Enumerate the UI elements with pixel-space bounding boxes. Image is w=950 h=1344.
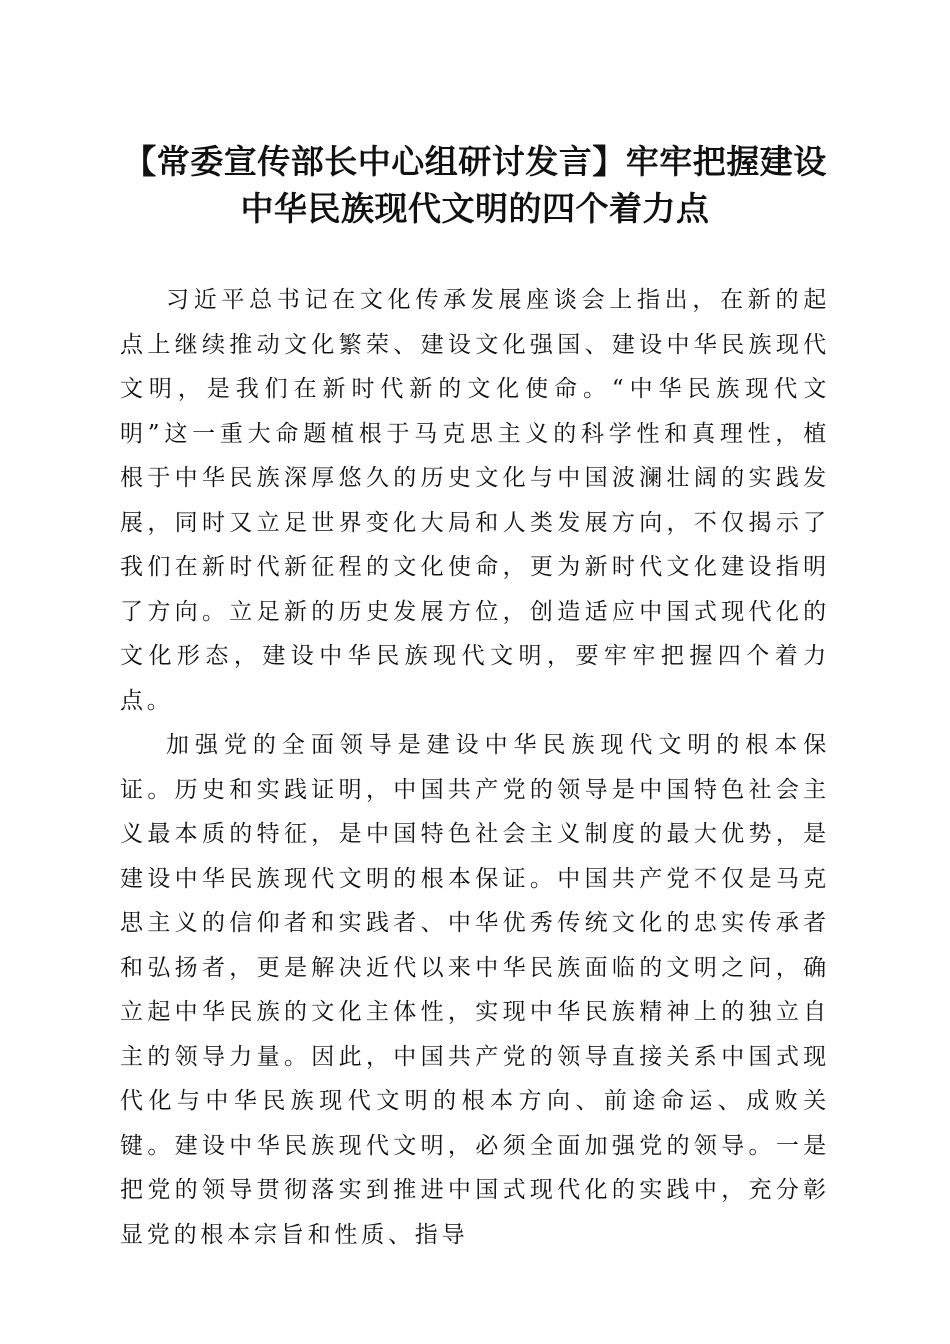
paragraph-party-leadership: 加强党的全面领导是建设中华民族现代文明的根本保证。历史和实践证明，中国共产党的领导是中国特色社会主义最本质的特征，是中国特色社会主义制度的最大优势，是建设中华民族现代文明的根本保证。中国共产党不仅是马克思主义的信仰者和实践者、中华优秀传统文化的忠实传承者和弘扬者，更是解决近代以来中华民族面临的文明之问，确立起中华民族的文化主体性，实现中华民族精神上的独立自主的领导力量。因此，中国共产党的领导直接关系中国式现代化与中华民族现代文明的根本方向、前途命运、成败关键。建设中华民族现代文明，必须全面加强党的领导。一是把党的领导贯彻落实到推进中国式现代化的实践中，充分彰显党的根本宗旨和性质、指导 bbox=[120, 732, 830, 1248]
document-body bbox=[120, 278, 830, 1257]
document-title: 【常委宣传部长中心组研讨发言】牢牢把握建设中华民族现代文明的四个着力点 bbox=[123, 142, 827, 228]
paragraph-intro: 习近平总书记在文化传承发展座谈会上指出，在新的起点上继续推动文化繁荣、建设文化强国、建设中华民族现代文明，是我们在新时代新的文化使命。“中华民族现代文明”这一重大命题植根于马克思主义的科学性和真理性，植根于中华民族深厚悠久的历史文化与中国波澜壮阔的实践发展，同时又立足世界变化大局和人类发展方向，不仅揭示了我们在新时代新征程的文化使命，更为新时代文化建设指明了方向。立足新的历史发展方位，创造适应中国式现代化的文化形态，建设中华民族现代文明，要牢牢把握四个着力点。 bbox=[120, 287, 830, 714]
